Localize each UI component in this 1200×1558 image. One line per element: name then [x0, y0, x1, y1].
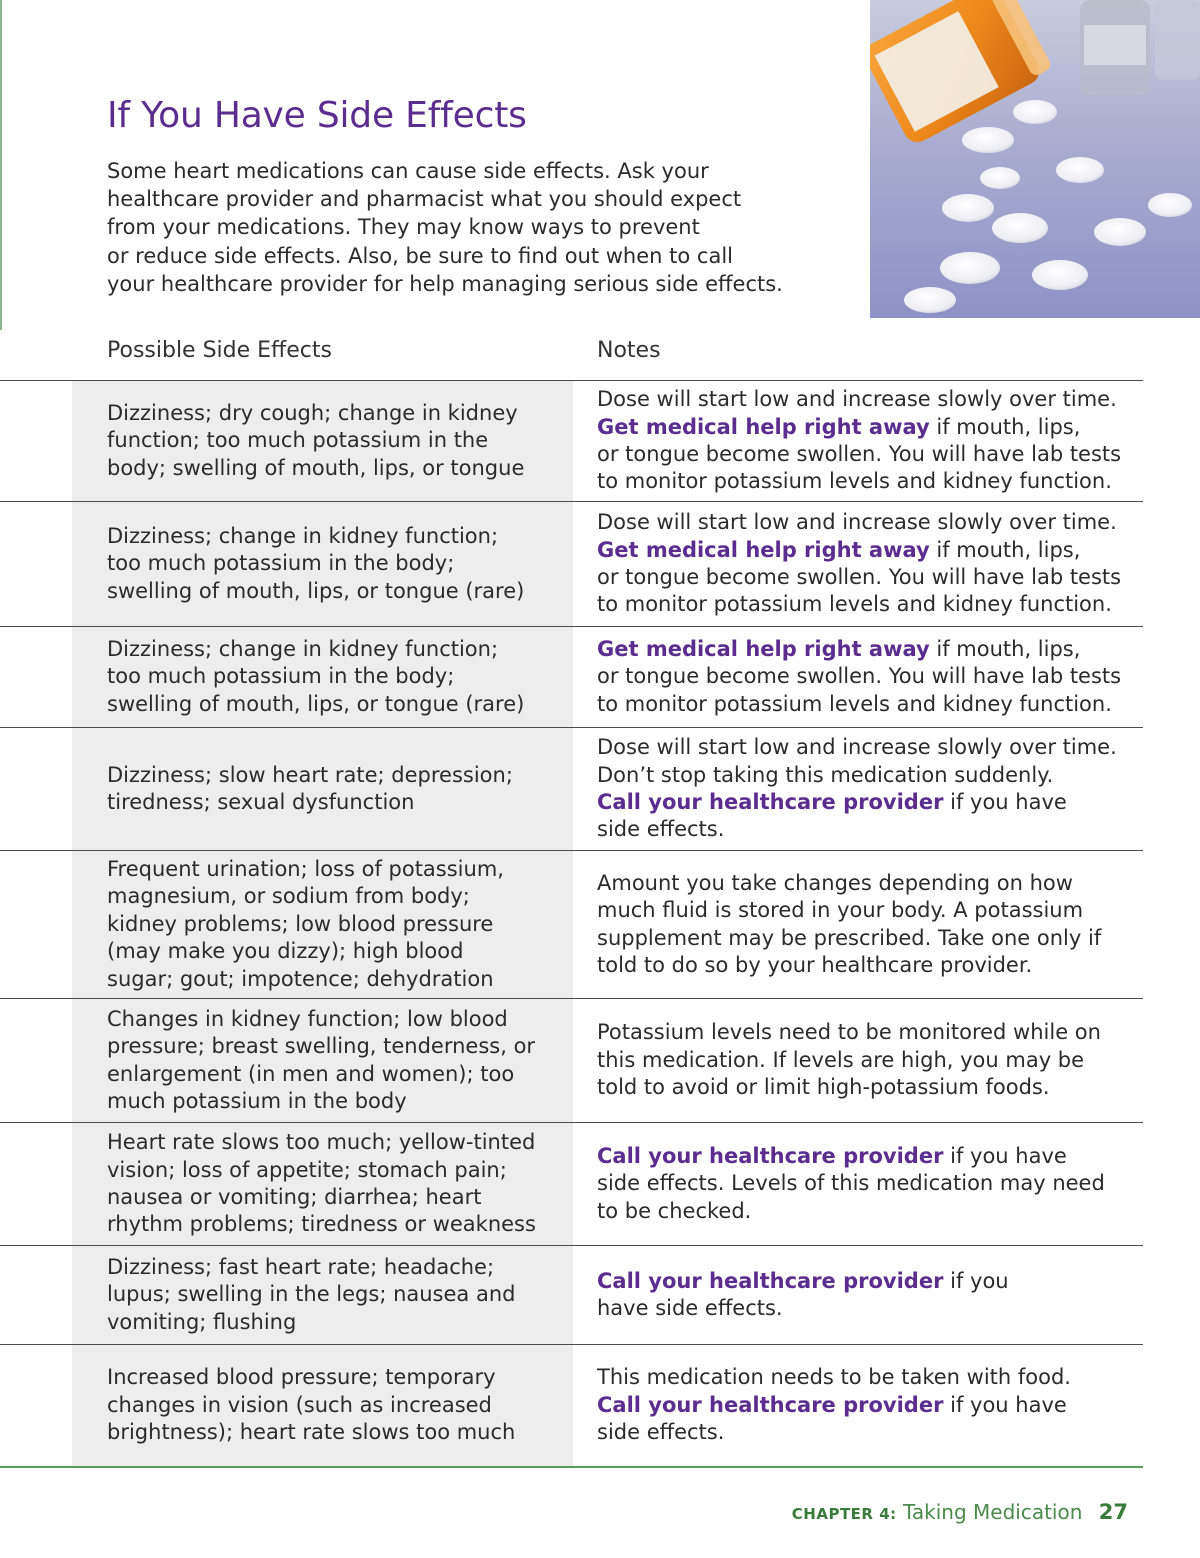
chapter-label: CHAPTER 4:	[791, 1505, 897, 1523]
side-effects-line: kidney problems; low blood pressure	[107, 911, 494, 936]
notes-text: if you have	[943, 1143, 1067, 1168]
emphasis-instruction: Call your healthcare provider	[597, 1268, 944, 1293]
table-row	[0, 502, 1143, 627]
side-effects-line: (may make you dizzy); high blood	[107, 939, 464, 964]
notes-line	[597, 1268, 1009, 1295]
notes-line: This medication needs to be taken with food.	[597, 1365, 1071, 1390]
table-row	[0, 1246, 1143, 1345]
side-effects-cell	[72, 1246, 573, 1344]
notes-line	[597, 1143, 1105, 1170]
page-number: 27	[1098, 1500, 1128, 1524]
notes-line: or tongue become swollen. You will have lab tests	[597, 442, 1122, 466]
notes-line: Dose will start low and increase slowly over time.	[597, 735, 1117, 760]
notes-line: side effects.	[597, 817, 725, 842]
side-effects-line: swelling of mouth, lips, or tongue (rare)	[107, 691, 525, 716]
notes-line: Dose will start low and increase slowly over time.	[597, 387, 1117, 412]
table-row	[0, 728, 1143, 851]
notes-cell	[573, 502, 1143, 626]
table-row	[0, 1345, 1143, 1468]
side-effects-line: rhythm problems; tiredness or weakness	[107, 1212, 536, 1237]
side-effects-cell	[72, 999, 573, 1122]
pill-bottle-photo	[870, 0, 1200, 318]
intro-line: from your medications. They may know ways to prevent	[107, 215, 700, 240]
intro-line: healthcare provider and pharmacist what you should expect	[107, 187, 742, 212]
side-effects-cell	[72, 1123, 573, 1245]
notes-line: told to avoid or limit high-potassium foods.	[597, 1075, 1050, 1100]
side-effects-line: Dizziness; change in kidney function;	[107, 523, 499, 548]
emphasis-instruction: Get medical help right away	[597, 414, 930, 439]
emphasis-instruction: Call your healthcare provider	[597, 1392, 944, 1417]
table-row	[0, 1123, 1143, 1246]
notes-line: or tongue become swollen. You will have lab tests	[597, 565, 1122, 589]
side-effects-line: vomiting; flushing	[107, 1309, 297, 1334]
emphasis-instruction: Get medical help right away	[597, 537, 930, 562]
side-effects-line: lupus; swelling in the legs; nausea and	[107, 1282, 516, 1307]
side-effects-line: sugar; gout; impotence; dehydration	[107, 966, 494, 991]
notes-line: have side effects.	[597, 1296, 783, 1320]
side-effects-line: much potassium in the body	[107, 1088, 407, 1113]
chapter-title: Taking Medication	[903, 1500, 1083, 1524]
notes-line: or tongue become swollen. You will have lab tests	[597, 664, 1122, 689]
emphasis-instruction: Call your healthcare provider	[597, 1143, 944, 1168]
side-effects-line: Dizziness; change in kidney function;	[107, 636, 499, 661]
side-effects-cell	[72, 381, 573, 501]
notes-line: to be checked.	[597, 1198, 752, 1223]
table-row	[0, 999, 1143, 1123]
notes-line	[597, 636, 1121, 663]
emphasis-instruction: Get medical help right away	[597, 636, 930, 661]
notes-line: Amount you take changes depending on how	[597, 870, 1073, 895]
table-row	[0, 851, 1143, 999]
side-effects-line: Increased blood pressure; temporary	[107, 1365, 496, 1390]
notes-text: if mouth, lips,	[929, 414, 1081, 439]
left-margin-rule	[0, 0, 2, 330]
notes-cell	[573, 728, 1143, 850]
notes-line: side effects. Levels of this medication may need	[597, 1171, 1105, 1196]
side-effects-line: nausea or vomiting; diarrhea; heart	[107, 1185, 482, 1209]
notes-text: if mouth, lips,	[929, 537, 1081, 562]
side-effects-line: magnesium, or sodium from body;	[107, 884, 470, 909]
notes-line: Potassium levels need to be monitored while on	[597, 1020, 1101, 1045]
emphasis-instruction: Call your healthcare provider	[597, 790, 944, 814]
side-effects-line: Dizziness; dry cough; change in kidney	[107, 400, 518, 425]
notes-cell	[573, 1345, 1143, 1466]
notes-line: this medication. If levels are high, you may be	[597, 1047, 1085, 1072]
intro-paragraph	[107, 157, 807, 298]
notes-line: side effects.	[597, 1420, 725, 1445]
side-effects-cell	[72, 627, 573, 727]
side-effects-cell	[72, 728, 573, 850]
side-effects-line: too much potassium in the body;	[107, 551, 455, 576]
notes-line: told to do so by your healthcare provider.	[597, 952, 1033, 977]
side-effects-line: pressure; breast swelling, tenderness, or	[107, 1034, 536, 1059]
notes-line	[597, 1392, 1071, 1419]
notes-text: if you have	[943, 790, 1067, 814]
intro-line: your healthcare provider for help managing serious side effects.	[107, 271, 783, 296]
side-effects-line: vision; loss of appetite; stomach pain;	[107, 1157, 507, 1182]
notes-cell	[573, 999, 1143, 1122]
notes-text: if you have	[943, 1392, 1067, 1417]
notes-line: Dose will start low and increase slowly over time.	[597, 510, 1117, 535]
side-effects-cell	[72, 502, 573, 626]
side-effects-cell	[72, 851, 573, 998]
column-header-notes: Notes	[597, 338, 661, 363]
side-effects-line: Heart rate slows too much; yellow-tinted	[107, 1130, 536, 1155]
notes-cell	[573, 627, 1143, 727]
table-row	[0, 627, 1143, 728]
notes-text: if mouth, lips,	[929, 636, 1081, 661]
side-effects-line: Dizziness; fast heart rate; headache;	[107, 1254, 495, 1279]
side-effects-line: swelling of mouth, lips, or tongue (rare)	[107, 578, 525, 603]
table-row	[0, 381, 1143, 502]
notes-cell	[573, 1246, 1143, 1344]
intro-line: Some heart medications can cause side effects. Ask your	[107, 159, 709, 183]
pill-bottle-illustration	[870, 0, 1200, 318]
notes-line: to monitor potassium levels and kidney function.	[597, 469, 1112, 494]
side-effects-cell	[72, 1345, 573, 1466]
side-effects-line: function; too much potassium in the	[107, 428, 489, 453]
page-title: If You Have Side Effects	[107, 95, 527, 136]
side-effects-line: body; swelling of mouth, lips, or tongue	[107, 455, 525, 480]
notes-cell	[573, 1123, 1143, 1245]
side-effects-line: brightness); heart rate slows too much	[107, 1420, 516, 1445]
notes-cell	[573, 381, 1143, 501]
side-effects-line: tiredness; sexual dysfunction	[107, 790, 415, 814]
intro-line: or reduce side effects. Also, be sure to find out when to call	[107, 243, 733, 268]
notes-line: to monitor potassium levels and kidney function.	[597, 592, 1112, 617]
notes-line: Don’t stop taking this medication suddenly.	[597, 762, 1054, 787]
page-footer	[792, 1500, 1128, 1524]
notes-text: if you	[943, 1268, 1009, 1293]
notes-line	[597, 537, 1121, 564]
notes-line	[597, 414, 1121, 441]
notes-line: supplement may be prescribed. Take one only if	[597, 925, 1102, 950]
notes-line: to monitor potassium levels and kidney function.	[597, 691, 1112, 716]
side-effects-line: Changes in kidney function; low blood	[107, 1006, 508, 1031]
notes-line: much fluid is stored in your body. A potassium	[597, 898, 1084, 923]
side-effects-line: enlargement (in men and women); too	[107, 1061, 515, 1086]
notes-cell	[573, 851, 1143, 998]
side-effects-line: too much potassium in the body;	[107, 664, 455, 689]
side-effects-line: Frequent urination; loss of potassium,	[107, 856, 504, 881]
side-effects-line: changes in vision (such as increased	[107, 1392, 492, 1417]
side-effects-line: Dizziness; slow heart rate; depression;	[107, 762, 513, 787]
notes-line	[597, 789, 1117, 816]
column-header-side-effects: Possible Side Effects	[107, 338, 332, 363]
